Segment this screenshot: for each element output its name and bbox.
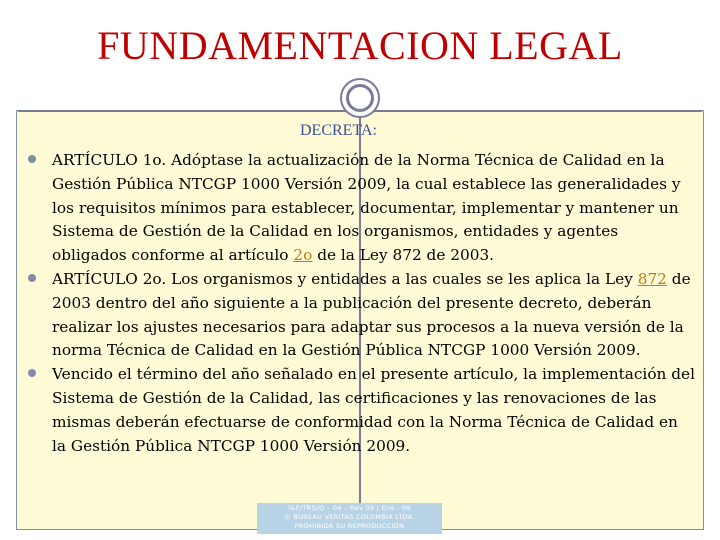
item-text-end: de 2003 dentro del año siguiente a la publicación del presente decreto, deberán realizar los ajustes necesarios para adaptar sus procesos a la nueva versión de la norma Técnica de Calidad en la Gestión Pública NTCGP 1000 Versión 2009.: [52, 269, 691, 360]
item-text: ARTÍCULO 1o. Adóptase la actualización de la Norma Técnica de Calidad en la Gestión Pública NTCGP 1000 Versión 2009, la cual establece las generalidades y los requisitos mínimos para establecer, documentar, implementar y mantener un Sistema de Gestión de la Calidad en los organismos, entidades y agentes obligados conforme al artículo: [52, 151, 681, 265]
bullet-icon: [28, 155, 36, 163]
footer-copyright: [257, 503, 442, 534]
footer-line: © BUREAU VERITAS COLOMBIA LTDA.: [284, 513, 415, 521]
bullet-icon: [28, 274, 36, 282]
circle-ornament-icon: [340, 78, 380, 118]
list-item: [28, 268, 696, 363]
item-text-end: de la Ley 872 de 2003.: [312, 246, 495, 265]
bullet-icon: [28, 369, 36, 377]
law-link[interactable]: 872: [637, 269, 667, 288]
item-text: Vencido el término del año señalado en el presente artículo, la implementación del Sistema de Gestión de la Calidad, las certificaciones y las renovaciones de las mismas deberán efectuarse de conformidad con la Norma Técnica de Calidad en la Gestión Pública NTCGP 1000 Versión 2009.: [52, 365, 695, 455]
footer-line: PROHIBIDA SU REPRODUCCIÓN: [294, 522, 405, 530]
list-item: [28, 363, 696, 458]
list-item: [28, 149, 696, 268]
slide-title: FUNDAMENTACION LEGAL: [97, 23, 623, 68]
section-heading: DECRETA:: [300, 122, 377, 139]
article-list: [28, 149, 696, 458]
footer-line: I&F/TRG/Q – 04 – Rev 09 / Ene - 09: [288, 504, 411, 512]
article-link[interactable]: 2o: [293, 246, 313, 265]
circle-ornament-inner: [346, 84, 374, 112]
item-text: ARTÍCULO 2o. Los organismos y entidades a las cuales se les aplica la Ley: [52, 269, 638, 288]
